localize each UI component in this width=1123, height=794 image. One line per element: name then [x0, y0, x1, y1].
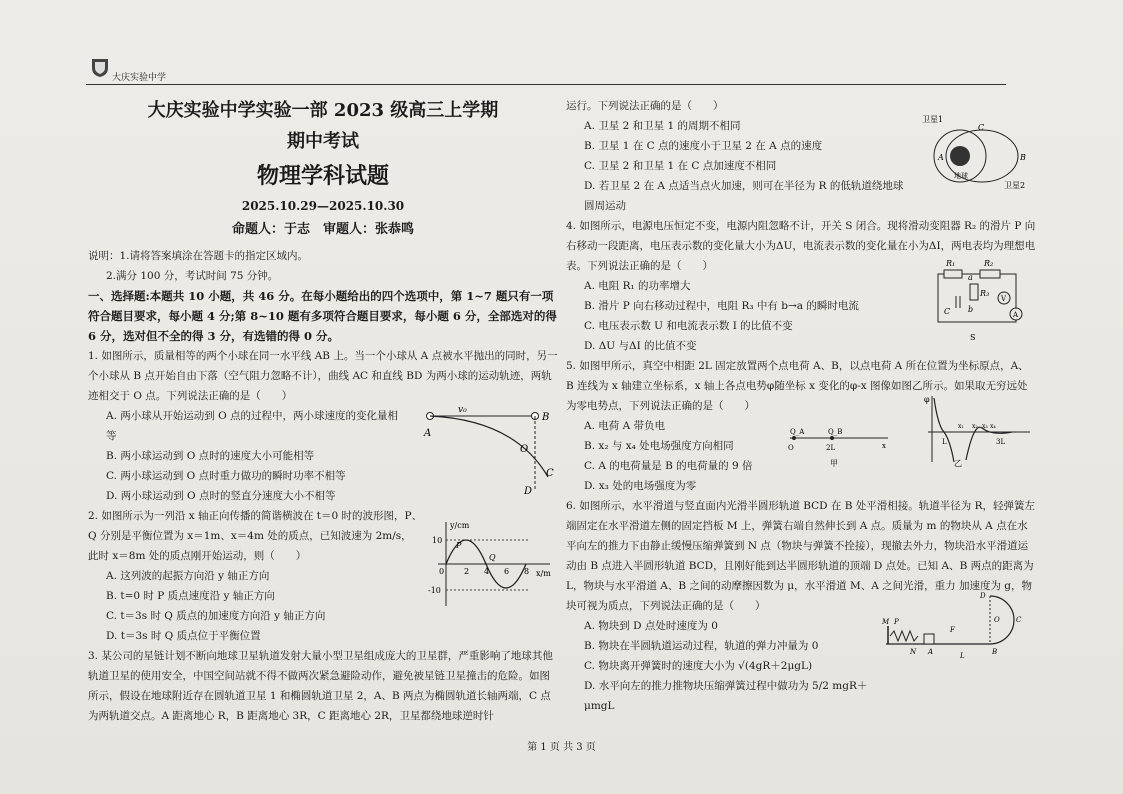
q4-circuit-figure [930, 252, 1030, 344]
q6-label-f: F [950, 626, 955, 634]
q5-label-3l: 3L [996, 438, 1006, 446]
q2-label-p: P [456, 541, 462, 550]
q5-option-c: C. A 的电荷量是 B 的电荷量的 9 倍 [584, 460, 753, 472]
q5-label-x3: x₃ [982, 423, 988, 430]
q4-stem: 4. 如图所示，电源电压恒定不变，电源内阻忽略不计，开关 S 闭合。现将滑动变阻器 R₂ 的滑片 P 向右移动一段距离，电压表示数的变化量大小为ΔU，电流表示数的变化量在小为ΔI，两电表均为理想电表。下列说法正确的是（ ） [566, 220, 1036, 272]
q6-option-d: D. 水平向左的推力推物块压缩弹簧过程中做功为 5/2 mgR＋μmgL [584, 680, 868, 712]
notes [88, 246, 558, 286]
q3-option-b: B. 卫星 1 在 C 点的速度小于卫星 2 在 A 点的速度 [584, 140, 823, 152]
q3-label-sat2: 卫星2 [1004, 181, 1026, 190]
q1-option-a: A. 两小球从开始运动到 O 点的过程中，两小球速度的变化量相等 [106, 410, 399, 442]
note-1: 1.请将答案填涂在答题卡的指定区域内。 [119, 250, 309, 262]
q5-label-x4: x₄ [990, 423, 996, 430]
q6-label-o: O [994, 616, 1000, 624]
q2-option-b: B. t=0 时 P 质点速度沿 y 轴正方向 [106, 590, 275, 602]
q2-tick-neg10: -10 [428, 586, 441, 595]
q1-label-c: C [546, 468, 554, 479]
q5-label-x1: x₁ [958, 423, 964, 430]
q6-label-b: B [992, 648, 998, 656]
q5-option-d: D. x₃ 处的电场强度为零 [584, 480, 697, 492]
q4-option-c: C. 电压表示数 U 和电流表示数 I 的比值不变 [584, 320, 793, 332]
q4-label-s: S [970, 333, 976, 342]
q3-option-a: A. 卫星 2 和卫星 1 的周期不相同 [584, 120, 741, 132]
q5-label-yi: 乙 [954, 459, 962, 468]
q2-xaxis-label: x/m [536, 569, 551, 578]
exam-authors: 命题人：于志 审题人：张恭鸣 [231, 222, 414, 237]
q2-tick-8: 8 [524, 567, 530, 576]
q3-option-c: C. 卫星 2 和卫星 1 在 C 点加速度不相同 [584, 160, 777, 172]
school-crest-icon [90, 56, 110, 78]
q4-label-b: b [968, 305, 974, 314]
q5-label-l: L [942, 438, 947, 446]
q3-label-earth: 地球 [954, 172, 968, 180]
q2-tick-2: 2 [464, 567, 470, 576]
q4-option-b: B. 滑片 P 向右移动过程中，电阻 R₃ 中有 b→a 的瞬时电流 [584, 300, 859, 312]
q6-option-c: C. 物块离开弹簧时的速度大小为 √(4gR＋2μgL) [584, 660, 813, 672]
q6-label-d: D [980, 592, 986, 600]
q1-label-v0: v₀ [458, 405, 467, 415]
page-header [86, 62, 1006, 85]
q1-option-d: D. 两小球运动到 O 点时的竖直分速度大小不相等 [106, 490, 336, 502]
q1-label-d: D [524, 486, 533, 497]
q3-label-c: C [978, 123, 985, 132]
q1-label-o: O [520, 444, 529, 455]
q2-option-d: D. t＝3s 时 Q 质点位于平衡位置 [106, 630, 261, 642]
exam-title-line2: 期中考试 [287, 131, 359, 152]
exam-date: 2025.10.29—2025.10.30 [241, 199, 405, 213]
q2-tick-4: 4 [484, 567, 490, 576]
q6-stem: 6. 如图所示，水平滑道与竖直面内光滑半圆形轨道 BCD 在 B 处平滑相接。轨道半径为 R，轻弹簧左端固定在水平滑道左侧的固定挡板 M 上，弹簧右端自然伸长到 A 点。质量为 m 的物块从 A 点在水平向左的推力下由静止缓慢压缩弹簧到 N 点（物块与弹簧不拴接），现撤去外力，物块沿水平滑道运动由 B 点进入半圆形轨道 BCD，且刚好能到达半圆形轨道的顶端 D 点处。已知 A、B 两点的距离为 L，物块与水平滑道 A、B 之间的动摩擦因数为 μ，水平滑道 M、A 之间光滑，重力 加速度为 g，物块可视为质点，下列说法正确的是（ ） [566, 500, 1036, 612]
q5-label-x2: x₂ [972, 423, 978, 430]
q4-label-a: a [968, 273, 973, 282]
q5-charges-figure [786, 422, 896, 470]
q4-option-a: A. 电阻 R₁ 的功率增大 [584, 280, 691, 292]
q5-option-a: A. 电荷 A 带负电 [584, 420, 666, 432]
q1-option-b: B. 两小球运动到 O 点时的速度大小可能相等 [106, 450, 315, 462]
q6-track-figure [880, 586, 1030, 662]
q3-label-a: A [938, 153, 944, 162]
q1-label-a: A [424, 428, 432, 439]
q6-label-a: A [928, 648, 934, 656]
notes-label: 说明： [88, 250, 120, 262]
q1-label-b: B [542, 412, 550, 423]
q3-label-sat1: 卫星1 [922, 115, 944, 124]
q5-label-qa: Q_A [790, 428, 805, 436]
note-2: 2.满分 100 分，考试时间 75 分钟。 [106, 270, 279, 282]
q3-orbit-figure [920, 112, 1030, 196]
q5-phi-x-figure [922, 392, 1034, 468]
q2-tick-6: 6 [504, 567, 510, 576]
q4-label-r3: R₃ [980, 289, 990, 298]
q5-label-2l: 2L [826, 444, 836, 452]
q3-label-b: B [1020, 153, 1026, 162]
q6-option-b: B. 物块在半圆轨道运动过程，轨道的弹力冲量为 0 [584, 640, 819, 652]
q5-option-b: B. x₂ 与 x₄ 处电场强度方向相同 [584, 440, 734, 452]
q4-option-d: D. ΔU 与ΔI 的比值不变 [584, 340, 697, 352]
q6-label-l: L [960, 652, 965, 660]
question-3: 3. 某公司的星链计划不断向地球卫星轨道发射大量小型卫星组成庞大的卫星群，严重影响了地球其他轨道卫星的使用安全，中国空间站就不得不做两次紧急避险动作，避免被星链卫星撞击的危险。如图所示，假设在地球附近存在圆轨道卫星 1 和椭圆轨道卫星 2，A、B 两点为椭圆轨道长轴两端，C 点为两轨道交点。A 距离地心 R，B 距离地心 3R，C 距离地心 2R，卫星都绕地球逆时针 [88, 650, 553, 722]
q5-stem: 5. 如图甲所示，真空中相距 2L 固定放置两个点电荷 A、B，以点电荷 A 所在位置为坐标原点，A、B 连线为 x 轴建立坐标系，x 轴上各点电势φ随坐标 x 变化的φ-x 图像如图乙所示。如果取无穷远处为零电势点，下列说法正确的是（ ） [566, 360, 1029, 412]
q6-label-p: P [894, 618, 899, 626]
q4-label-c: C [944, 307, 951, 316]
q2-option-a: A. 这列波的起振方向沿 y 轴正方向 [106, 570, 270, 582]
q4-label-r1: R₁ [946, 259, 956, 268]
q3-option-d: D. 若卫星 2 在 A 点适当点火加速，则可在半径为 R 的低轨道绕地球圆周运动 [584, 180, 904, 212]
q6-label-m: M [882, 618, 890, 626]
q2-label-q: Q [489, 553, 496, 562]
q2-stem-1: 2. 如图所示为一列沿 x 轴正向传播的简谐横波在 t＝0 时的波形图，P、 [88, 510, 423, 522]
q5-label-phi: φ [924, 395, 930, 404]
voltmeter-icon: V [1001, 295, 1007, 303]
q2-stem-3: 此时 x＝8m 处的质点刚开始运动，则（ ） [88, 550, 307, 562]
q6-label-c: C [1016, 616, 1022, 624]
q5-label-x: x [882, 442, 886, 450]
exam-title-line1: 大庆实验中学实验一部 2023 级高三上学期 [147, 100, 499, 121]
q5-label-jia: 甲 [830, 459, 838, 468]
exam-subject-title: 物理学科试题 [256, 163, 389, 189]
q2-tick-0: 0 [439, 567, 445, 576]
q6-label-n: N [910, 648, 917, 656]
page-footer: 第 1 页 共 3 页 [527, 742, 596, 753]
q2-stem-2: Q 分别是平衡位置为 x＝1m、x＝4m 处的质点，已知波速为 2m/s， [88, 530, 412, 542]
q1-option-c: C. 两小球运动到 O 点时重力做功的瞬时功率不相等 [106, 470, 346, 482]
section-1-heading: 一、选择题:本题共 10 小题，共 46 分。在每小题给出的四个选项中，第 1~7 题只有一项符合题目要求，每小题 4 分;第 8~10 题有多项符合题目要求，每小题 6 分，全部选对的得 6 分，选对但不全的得 3 分，有选错的得 0 分。 [88, 289, 557, 343]
q2-tick-10: 10 [432, 536, 443, 545]
q1-trajectory-figure [420, 402, 560, 497]
q2-option-c: C. t＝3s 时 Q 质点的加速度方向沿 y 轴正方向 [106, 610, 326, 622]
q6-option-a: A. 物块到 D 点处时速度为 0 [584, 620, 718, 632]
q2-yaxis-label: y/cm [450, 521, 470, 530]
q2-wave-figure [428, 518, 558, 610]
q4-label-r2: R₂ [984, 259, 994, 268]
q1-stem: 1. 如图所示，质量相等的两个小球在同一水平线 AB 上。当一个小球从 A 点被水平抛出的同时，另一个小球从 B 点开始自由下落（空气阻力忽略不计），曲线 AC 和直线 BD 为两小球的运动轨迹，两轨迹相交于 O 点。下列说法正确的是（ ） [88, 350, 558, 402]
school-name: 大庆实验中学 [112, 73, 167, 83]
ammeter-icon: A [1013, 311, 1019, 319]
q5-label-qb: Q_B [828, 428, 843, 436]
q3-stem-continued: 运行。下列说法正确的是（ ） [566, 100, 724, 112]
q5-label-o: O [788, 444, 794, 452]
